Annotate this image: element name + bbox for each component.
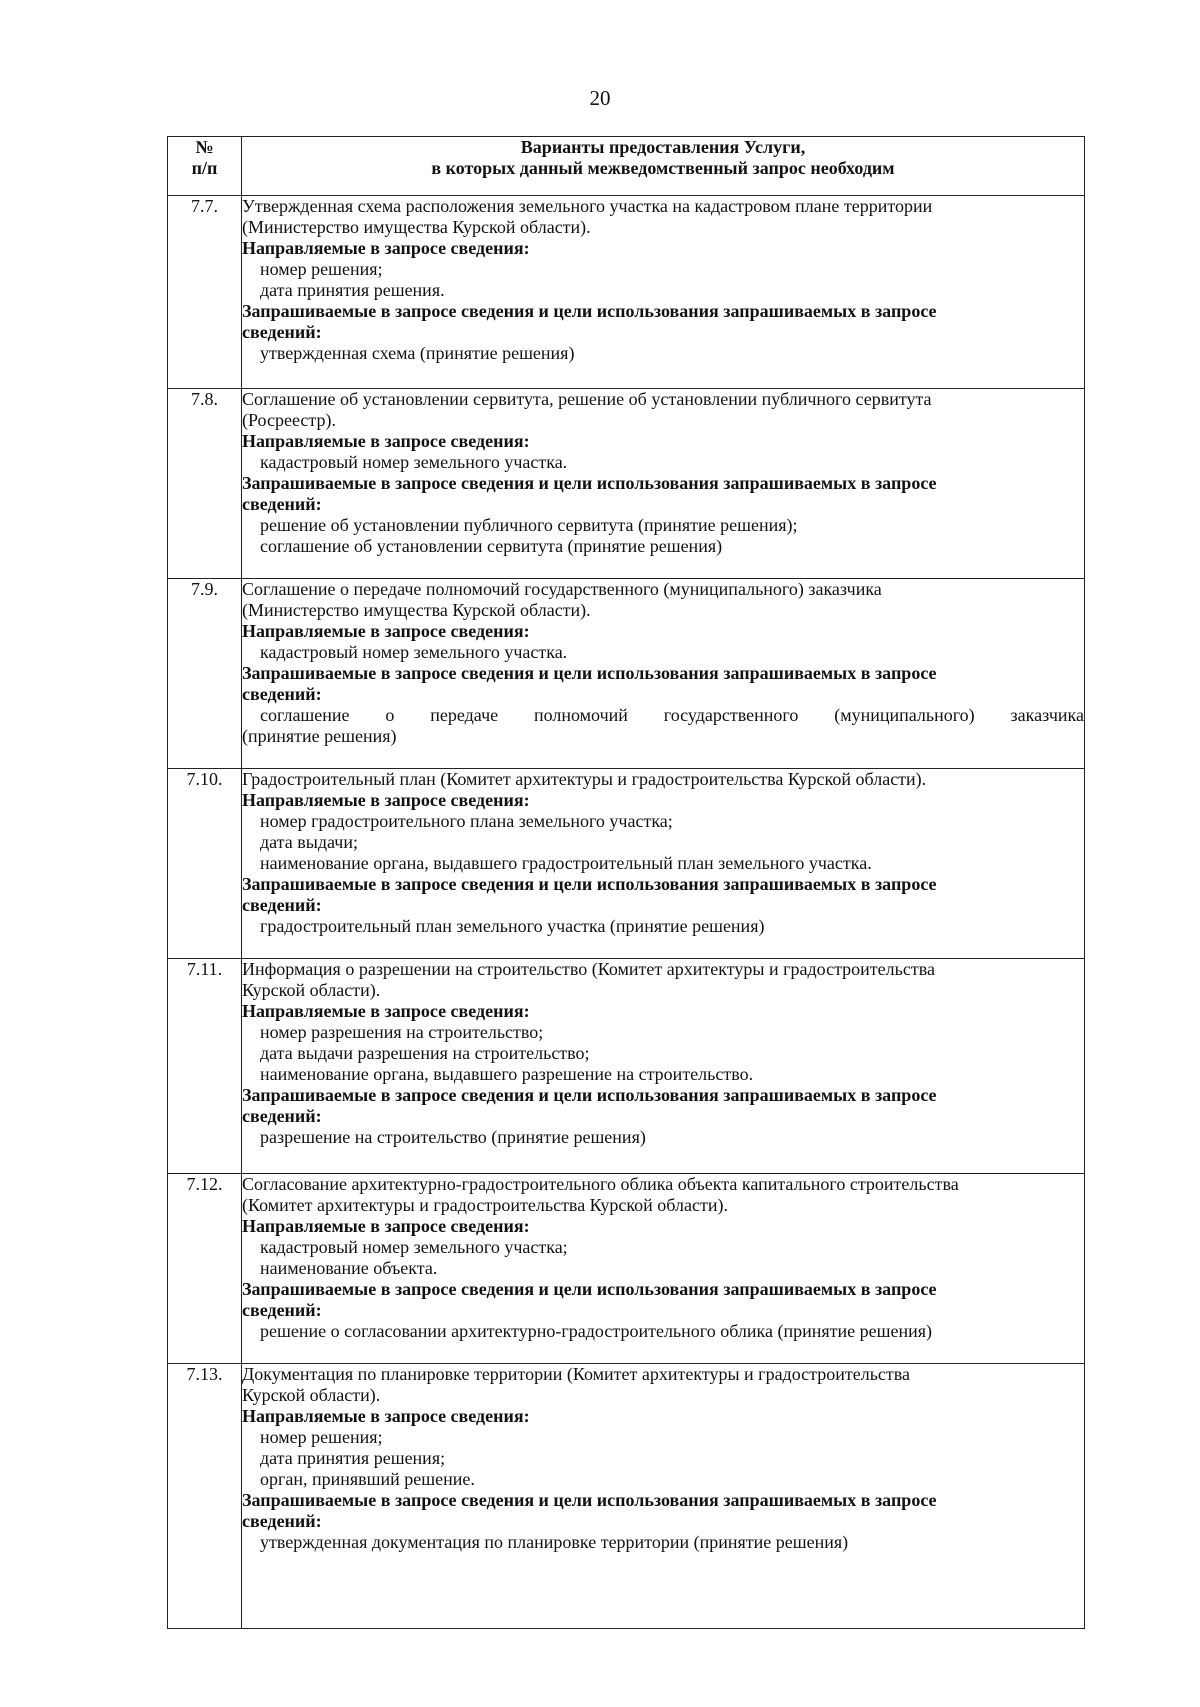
requested-item: решение о согласовании архитектурно-градостроительного облика (принятие решения) bbox=[260, 1321, 933, 1341]
row-number: 7.13. bbox=[168, 1364, 242, 1629]
sent-label: Направляемые в запросе сведения: bbox=[242, 238, 530, 258]
sent-item: дата выдачи разрешения на строительство; bbox=[260, 1043, 590, 1063]
requested-item: соглашение об установлении сервитута (принятие решения) bbox=[260, 536, 723, 556]
table-header-row bbox=[168, 137, 1085, 196]
sent-item: номер решения; bbox=[260, 1427, 383, 1447]
row-content bbox=[242, 959, 1085, 1174]
page-number: 20 bbox=[589, 86, 611, 110]
header-title-line-2: в которых данный межведомственный запрос необходим bbox=[431, 158, 895, 178]
intro-text: Соглашение о передаче полномочий государственного (муниципального) заказчика bbox=[242, 579, 882, 599]
requested-label: Запрашиваемые в запросе сведения и цели использования запрашиваемых в запросе bbox=[242, 473, 937, 493]
requested-label: Запрашиваемые в запросе сведения и цели использования запрашиваемых в запросе bbox=[242, 874, 937, 894]
requested-label: сведений: bbox=[242, 1511, 322, 1531]
requested-label: сведений: bbox=[242, 494, 322, 514]
requested-label: Запрашиваемые в запросе сведения и цели использования запрашиваемых в запросе bbox=[242, 1085, 937, 1105]
table-row bbox=[168, 959, 1085, 1174]
requested-label: Запрашиваемые в запросе сведения и цели использования запрашиваемых в запросе bbox=[242, 1490, 937, 1510]
intro-text: Курской области). bbox=[242, 1385, 381, 1405]
requested-label: Запрашиваемые в запросе сведения и цели использования запрашиваемых в запросе bbox=[242, 1279, 937, 1299]
sent-label: Направляемые в запросе сведения: bbox=[242, 621, 530, 641]
requested-item: соглашение о передаче полномочий государственного (муниципального) заказчика bbox=[260, 705, 1084, 725]
requested-label: Запрашиваемые в запросе сведения и цели использования запрашиваемых в запросе bbox=[242, 663, 937, 683]
sent-label: Направляемые в запросе сведения: bbox=[242, 1001, 530, 1021]
requested-item-continuation: (принятие решения) bbox=[242, 726, 397, 746]
row-content bbox=[242, 389, 1085, 579]
table-row bbox=[168, 389, 1085, 579]
sent-item: наименование органа, выдавшего разрешение на строительство. bbox=[260, 1064, 754, 1084]
intro-text: Документация по планировке территории (Комитет архитектуры и градостроительства bbox=[242, 1364, 911, 1384]
sent-item: кадастровый номер земельного участка; bbox=[260, 1237, 568, 1257]
row-number: 7.11. bbox=[168, 959, 242, 1174]
row-number: 7.10. bbox=[168, 769, 242, 959]
intro-text: (Комитет архитектуры и градостроительства Курской области). bbox=[242, 1195, 728, 1215]
sent-item: орган, принявший решение. bbox=[260, 1469, 475, 1489]
table-row bbox=[168, 1364, 1085, 1629]
intro-text: Курской области). bbox=[242, 980, 381, 1000]
sent-item: номер решения; bbox=[260, 259, 383, 279]
requested-item: градостроительный план земельного участка (принятие решения) bbox=[260, 916, 765, 936]
intro-text: Утвержденная схема расположения земельного участка на кадастровом плане территории bbox=[242, 196, 933, 216]
table-row bbox=[168, 196, 1085, 389]
requested-label: сведений: bbox=[242, 895, 322, 915]
sent-item: дата принятия решения. bbox=[260, 280, 445, 300]
row-number: 7.8. bbox=[168, 389, 242, 579]
sent-label: Направляемые в запросе сведения: bbox=[242, 431, 530, 451]
requested-label: сведений: bbox=[242, 1106, 322, 1126]
table-row bbox=[168, 1174, 1085, 1364]
sent-label: Направляемые в запросе сведения: bbox=[242, 1406, 530, 1426]
requested-item: решение об установлении публичного сервитута (принятие решения); bbox=[260, 515, 798, 535]
row-content bbox=[242, 769, 1085, 959]
sent-item: кадастровый номер земельного участка. bbox=[260, 642, 568, 662]
requested-label: сведений: bbox=[242, 1300, 322, 1320]
row-content bbox=[242, 1364, 1085, 1629]
row-content bbox=[242, 579, 1085, 769]
row-number: 7.9. bbox=[168, 579, 242, 769]
sent-item: наименование объекта. bbox=[260, 1258, 438, 1278]
sent-item: наименование органа, выдавшего градостроительный план земельного участка. bbox=[260, 853, 872, 873]
intro-text: (Росреестр). bbox=[242, 410, 336, 430]
row-number: 7.7. bbox=[168, 196, 242, 389]
sent-label: Направляемые в запросе сведения: bbox=[242, 1216, 530, 1236]
header-title-line-1: Варианты предоставления Услуги, bbox=[520, 137, 806, 157]
requested-label: сведений: bbox=[242, 684, 322, 704]
header-num-symbol: № bbox=[195, 137, 214, 157]
header-num-abbr: п/п bbox=[191, 158, 218, 178]
row-number: 7.12. bbox=[168, 1174, 242, 1364]
requests-table bbox=[167, 136, 1085, 1629]
intro-text: Соглашение об установлении сервитута, решение об установлении публичного сервитута bbox=[242, 389, 932, 409]
requested-item: утвержденная схема (принятие решения) bbox=[260, 343, 575, 363]
intro-text: (Министерство имущества Курской области). bbox=[242, 217, 591, 237]
sent-item: номер разрешения на строительство; bbox=[260, 1022, 544, 1042]
requested-item: утвержденная документация по планировке территории (принятие решения) bbox=[260, 1532, 849, 1552]
row-content bbox=[242, 1174, 1085, 1364]
sent-item: кадастровый номер земельного участка. bbox=[260, 452, 568, 472]
sent-item: номер градостроительного плана земельного участка; bbox=[260, 811, 673, 831]
intro-text: Градостроительный план (Комитет архитектуры и градостроительства Курской области). bbox=[242, 769, 927, 789]
sent-item: дата выдачи; bbox=[260, 832, 358, 852]
sent-item: дата принятия решения; bbox=[260, 1448, 446, 1468]
sent-label: Направляемые в запросе сведения: bbox=[242, 790, 530, 810]
number-column-header bbox=[168, 137, 242, 196]
table-row bbox=[168, 769, 1085, 959]
row-content bbox=[242, 196, 1085, 389]
requested-label: сведений: bbox=[242, 322, 322, 342]
intro-text: Информация о разрешении на строительство (Комитет архитектуры и градостроительства bbox=[242, 959, 935, 979]
intro-text: (Министерство имущества Курской области). bbox=[242, 600, 591, 620]
table-row bbox=[168, 579, 1085, 769]
variants-column-header bbox=[242, 137, 1085, 196]
requested-label: Запрашиваемые в запросе сведения и цели использования запрашиваемых в запросе bbox=[242, 301, 937, 321]
requested-item: разрешение на строительство (принятие решения) bbox=[260, 1127, 646, 1147]
intro-text: Согласование архитектурно-градостроительного облика объекта капитального строительства bbox=[242, 1174, 959, 1194]
